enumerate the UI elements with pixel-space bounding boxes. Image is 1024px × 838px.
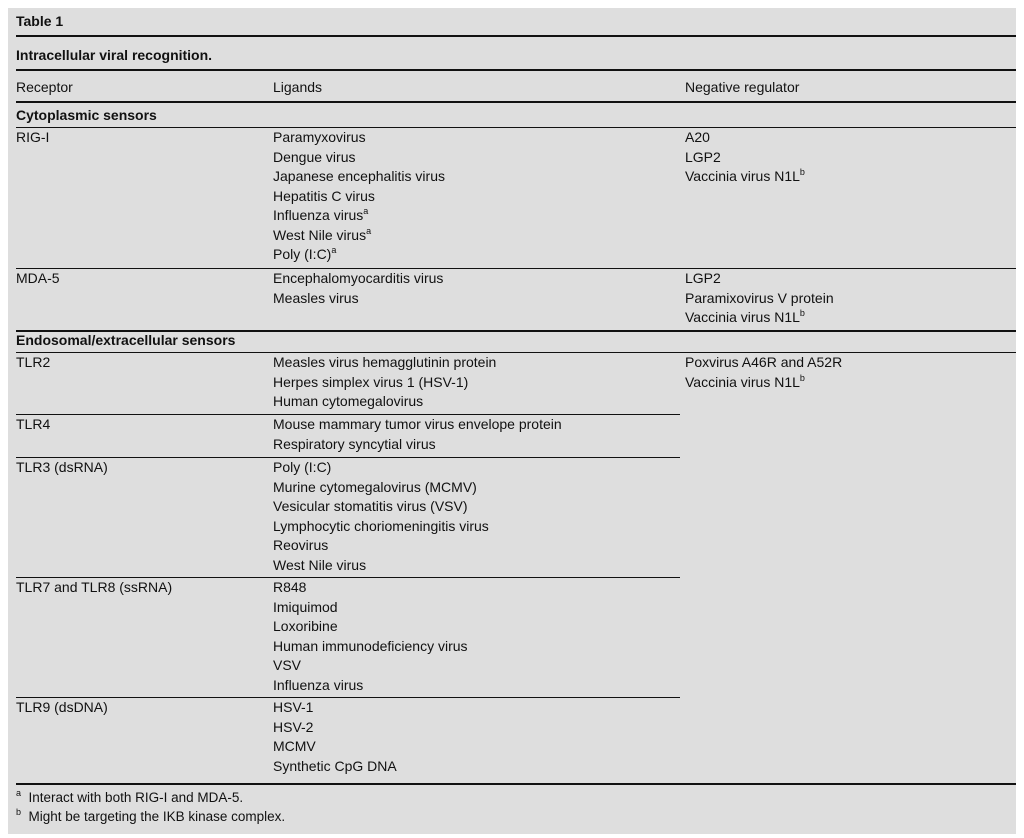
cell-entry <box>685 353 842 373</box>
footnote-mark: b <box>16 807 22 817</box>
entry-text: VSV <box>273 657 302 673</box>
entry-text: Poly (I:C) <box>273 246 332 262</box>
cell-entry <box>273 415 562 435</box>
cell-entry <box>273 757 397 777</box>
cell-entry <box>273 656 468 676</box>
divider <box>16 69 1016 71</box>
cell-entry <box>273 458 489 478</box>
entry-text: Lymphocytic choriomeningitis virus <box>273 517 489 534</box>
cell-entry <box>685 167 805 187</box>
entry-text: West Nile virus <box>273 556 367 573</box>
entry-text: HSV-1 <box>273 699 314 715</box>
header-receptor: Receptor <box>16 79 73 95</box>
regulators-cell <box>685 353 842 392</box>
cell-entry <box>273 148 445 168</box>
entry-text: A20 <box>685 129 710 145</box>
ligands-cell <box>273 415 562 454</box>
entry-text: Murine cytomegalovirus (MCMV) <box>273 478 477 495</box>
entry-text: Loxoribine <box>273 618 338 634</box>
entry-text: Encephalomyocarditis virus <box>273 270 444 286</box>
entry-text: Synthetic CpG DNA <box>273 757 397 774</box>
cell-entry <box>273 676 468 696</box>
footnote-mark: a <box>366 225 372 236</box>
cell-entry <box>273 128 445 148</box>
cell-entry <box>273 245 445 265</box>
cell-entry <box>273 187 445 207</box>
ligands-cell <box>273 578 468 695</box>
cell-entry <box>273 226 445 246</box>
cell-entry <box>273 637 468 657</box>
footnote-mark: a <box>363 206 369 216</box>
cell-entry <box>273 698 397 718</box>
divider <box>16 35 1016 37</box>
cell-entry <box>273 578 468 598</box>
cell-entry <box>273 497 489 517</box>
cell-entry <box>273 718 397 738</box>
entry-text: LGP2 <box>685 148 721 165</box>
entry-text: Dengue virus <box>273 148 356 165</box>
cell-entry <box>273 517 489 537</box>
entry-text: Paramyxovirus <box>273 129 366 145</box>
divider <box>16 783 1016 785</box>
receptor-cell: RIG-I <box>16 129 50 145</box>
cell-entry <box>273 269 443 289</box>
regulators-cell <box>685 128 805 187</box>
entry-text: Vesicular stomatitis virus (VSV) <box>273 498 468 514</box>
cell-entry <box>273 353 496 373</box>
table-label: Table 1 <box>16 13 64 29</box>
entry-text: Measles virus hemagglutinin protein <box>273 354 497 370</box>
entry-text: Reovirus <box>273 537 329 553</box>
entry-text: Influenza virus <box>273 207 364 223</box>
entry-text: Human immunodeficiency virus <box>273 637 468 654</box>
receptor-cell: TLR4 <box>16 416 51 432</box>
cell-entry <box>273 536 489 556</box>
ligands-cell <box>273 128 445 265</box>
entry-text: HSV-2 <box>273 718 314 735</box>
footnote-mark: b <box>799 167 805 177</box>
ligands-cell <box>273 698 397 776</box>
entry-text: Human cytomegalovirus <box>273 393 424 409</box>
entry-text: R848 <box>273 579 307 595</box>
section-heading: Endosomal/extracellular sensors <box>16 332 236 348</box>
divider <box>16 127 1016 128</box>
entry-text: Imiquimod <box>273 598 338 615</box>
cell-entry <box>273 167 445 187</box>
table-title: Intracellular viral recognition. <box>16 47 213 63</box>
entry-text: Poxvirus A46R and A52R <box>685 354 843 370</box>
cell-entry <box>685 148 805 168</box>
entry-text: MCMV <box>273 738 316 754</box>
entry-text: West Nile virus <box>273 226 367 243</box>
ligands-cell <box>273 269 443 308</box>
footnote-mark: b <box>799 308 805 318</box>
entry-text: Vaccinia virus N1L <box>685 373 800 390</box>
cell-entry <box>685 373 842 393</box>
regulators-cell <box>685 269 834 328</box>
receptor-cell: TLR9 (dsDNA) <box>16 699 108 715</box>
entry-text: Influenza virus <box>273 676 364 693</box>
footnote <box>16 789 243 807</box>
cell-entry <box>273 737 397 757</box>
entry-text: Vaccinia virus N1L <box>685 168 800 184</box>
receptor-cell: MDA-5 <box>16 270 60 286</box>
cell-entry <box>273 289 443 309</box>
section-heading: Cytoplasmic sensors <box>16 107 157 123</box>
cell-entry <box>685 128 805 148</box>
cell-entry <box>273 556 489 576</box>
footnote-mark: b <box>799 372 805 383</box>
divider <box>16 352 1016 353</box>
ligands-cell <box>273 458 489 575</box>
entry-text: Hepatitis C virus <box>273 187 375 204</box>
footnote-mark: a <box>16 788 22 798</box>
receptor-cell: TLR2 <box>16 354 51 370</box>
entry-text: Mouse mammary tumor virus envelope protein <box>273 416 562 432</box>
cell-entry <box>685 308 834 328</box>
entry-text: Poly (I:C) <box>273 459 332 475</box>
cell-entry <box>273 617 468 637</box>
entry-text: Herpes simplex virus 1 (HSV-1) <box>273 373 469 390</box>
entry-text: LGP2 <box>685 270 721 286</box>
receptor-cell: TLR7 and TLR8 (ssRNA) <box>16 579 173 595</box>
entry-text: Paramixovirus V protein <box>685 289 834 306</box>
footnote-text: Interact with both RIG-I and MDA-5. <box>28 790 244 805</box>
cell-entry <box>273 206 445 226</box>
entry-text: Vaccinia virus N1L <box>685 309 800 325</box>
footnote-mark: a <box>331 245 337 255</box>
cell-entry <box>273 373 496 393</box>
ligands-cell <box>273 353 496 412</box>
cell-entry <box>685 269 834 289</box>
footnote-text: Might be targeting the IKB kinase complex. <box>28 809 286 824</box>
entry-text: Japanese encephalitis virus <box>273 168 445 184</box>
cell-entry <box>273 435 562 455</box>
receptor-cell: TLR3 (dsRNA) <box>16 459 108 475</box>
header-negative-regulator: Negative regulator <box>685 79 800 95</box>
divider <box>16 268 1016 269</box>
entry-text: Respiratory syncytial virus <box>273 435 436 452</box>
entry-text: Measles virus <box>273 289 359 306</box>
cell-entry <box>273 478 489 498</box>
cell-entry <box>273 392 496 412</box>
cell-entry <box>685 289 834 309</box>
cell-entry <box>273 598 468 618</box>
footnote <box>16 808 285 826</box>
header-ligands: Ligands <box>273 79 323 95</box>
divider <box>16 101 1016 103</box>
